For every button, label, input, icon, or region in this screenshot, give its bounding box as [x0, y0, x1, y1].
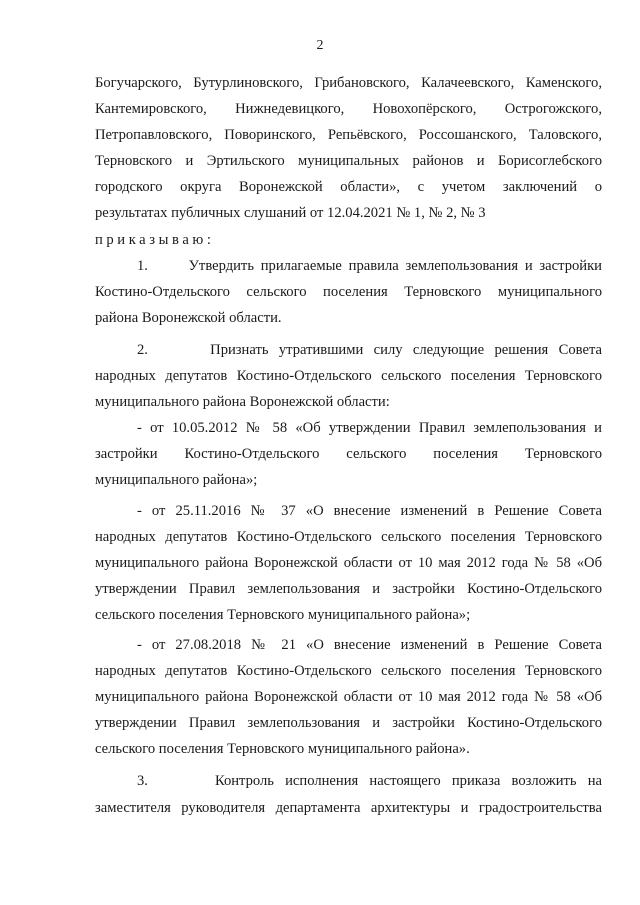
- sub-3-line: - от 27.08.2018 № 21 «О внесение изменений в Решение Совета: [137, 636, 602, 653]
- sub-3-line: муниципального района Воронежской области от 10 мая 2012 года № 58 «Об: [95, 689, 602, 706]
- sub-1-line: - от 10.05.2012 № 58 «Об утверждении Правил землепользования и: [137, 420, 602, 437]
- intro-line: Кантемировского, Нижнедевицкого, Новохопёрского, Острогожского,: [95, 101, 602, 118]
- intro-line: Терновского и Эртильского муниципальных районов и Борисоглебского: [95, 153, 602, 170]
- item-3-line: заместителя руководителя департамента архитектуры и градостроительства: [95, 799, 602, 816]
- sub-1-line: застройки Костино-Отдельского сельского поселения Терновского: [95, 446, 602, 463]
- page-number: 2: [316, 38, 324, 53]
- item-2-line: 2. Признать утратившими силу следующие решения Совета: [137, 341, 602, 358]
- sub-2-line: муниципального района Воронежской области от 10 мая 2012 года № 58 «Об: [95, 554, 602, 571]
- item-3-line: 3. Контроль исполнения настоящего приказа возложить на: [137, 773, 602, 790]
- sub-3-line: утверждении Правил землепользования и застройки Костино-Отдельского: [95, 715, 602, 732]
- sub-2-line: сельского поселения Терновского муниципального района»;: [95, 606, 471, 623]
- order-word: приказываю:: [95, 231, 215, 248]
- item-1-line: 1. Утвердить прилагаемые правила землепользования и застройки: [137, 257, 602, 274]
- sub-1-line: муниципального района»;: [95, 472, 258, 489]
- item-2-line: народных депутатов Костино-Отдельского сельского поселения Терновского: [95, 368, 602, 385]
- sub-2-line: народных депутатов Костино-Отдельского сельского поселения Терновского: [95, 528, 602, 545]
- intro-line: Петропавловского, Поворинского, Репьёвского, Россошанского, Таловского,: [95, 127, 602, 144]
- intro-line: городского округа Воронежской области», с учетом заключений о: [95, 179, 602, 196]
- sub-2-line: утверждении Правил землепользования и застройки Костино-Отдельского: [95, 580, 602, 597]
- item-1-line: Костино-Отдельского сельского поселения Терновского муниципального: [95, 283, 602, 300]
- document-body: [95, 70, 602, 821]
- sub-2-line: - от 25.11.2016 № 37 «О внесение изменений в Решение Совета: [137, 502, 602, 519]
- intro-line: результатах публичных слушаний от 12.04.2021 № 1, № 2, № 3: [95, 205, 486, 222]
- sub-3-line: сельского поселения Терновского муниципального района».: [95, 741, 470, 758]
- sub-3-line: народных депутатов Костино-Отдельского сельского поселения Терновского: [95, 663, 602, 680]
- item-1-line: района Воронежской области.: [95, 309, 282, 326]
- intro-line: Богучарского, Бутурлиновского, Грибановского, Калачеевского, Каменского,: [95, 75, 602, 91]
- item-2-line: муниципального района Воронежской области:: [95, 394, 390, 411]
